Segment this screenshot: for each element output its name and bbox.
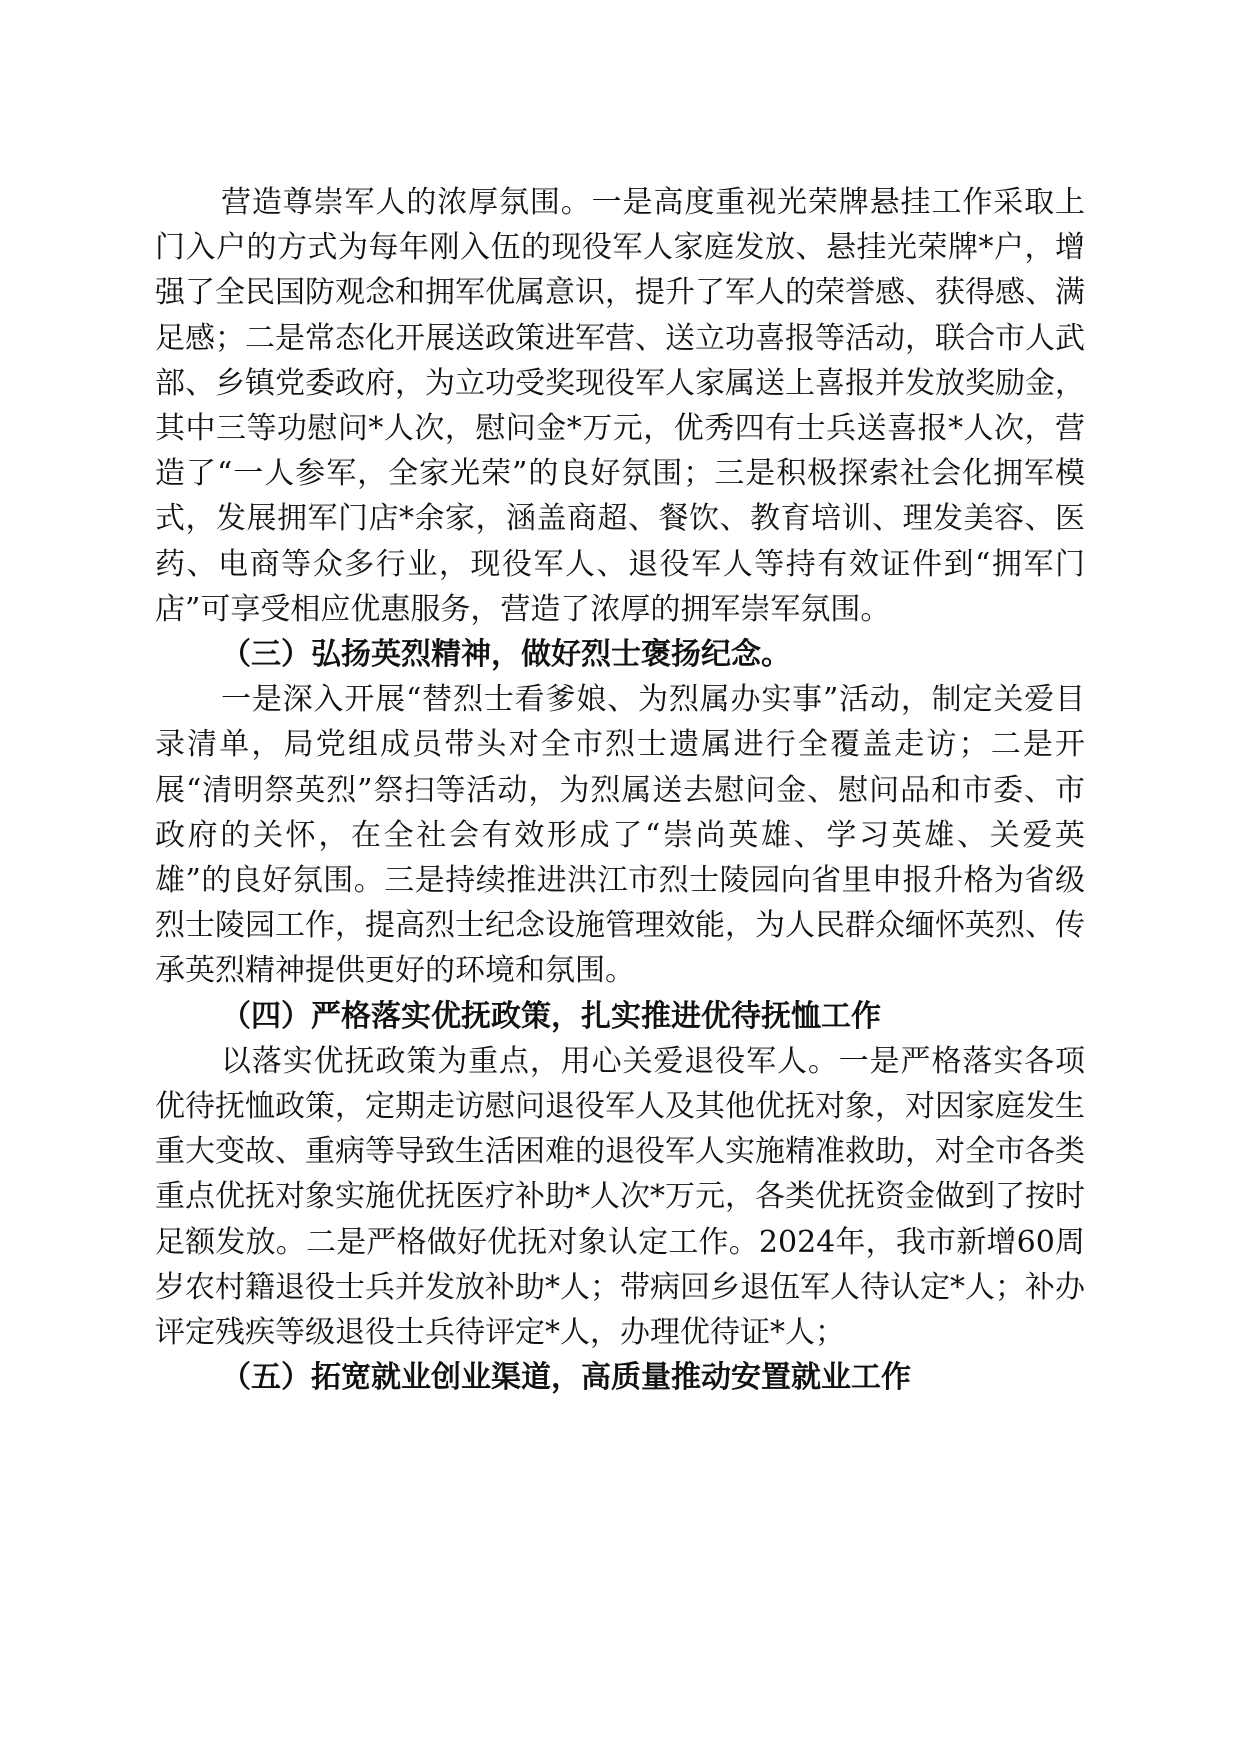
- paragraph-martyr-commemoration: 一是深入开展“替烈士看爹娘、为烈属办实事”活动，制定关爱目录清单，局党组成员带头对全市烈士遗属进行全覆盖走访；二是开展“清明祭英烈”祭扫等活动，为烈属送去慰问金、慰问品和市委、市政府的关怀，在全社会有效形成了“崇尚英雄、学习英雄、关爱英雄”的良好氛围。三是持续推进洪江市烈士陵园向省里申报升格为省级烈士陵园工作，提高烈士纪念设施管理效能，为人民群众缅怀英烈、传承英烈精神提供更好的环境和氛围。: [155, 682, 1085, 989]
- section-heading-4: （四）严格落实优抚政策，扎实推进优待抚恤工作: [221, 998, 881, 1034]
- section-heading-3: （三）弘扬英烈精神，做好烈士褒扬纪念。: [221, 637, 791, 673]
- section-heading-5: （五）拓宽就业创业渠道，高质量推动安置就业工作: [221, 1360, 911, 1396]
- paragraph-preferential-policy: 以落实优抚政策为重点，用心关爱退役军人。一是严格落实各项优待抚恤政策，定期走访慰问退役军人及其他优抚对象，对因家庭发生重大变故、重病等导致生活困难的退役军人实施精准救助，对全市各类重点优抚对象实施优抚医疗补助*人次*万元，各类优抚资金做到了按时足额发放。二是严格做好优抚对象认定工作。2024年，我市新增60周岁农村籍退役士兵并发放补助*人；带病回乡退伍军人待认定*人；补办评定残疾等级退役士兵待评定*人，办理优待证*人；: [155, 1043, 1085, 1351]
- document-body: [155, 180, 1085, 1400]
- paragraph-honor-atmosphere: 营造尊崇军人的浓厚氛围。一是高度重视光荣牌悬挂工作采取上门入户的方式为每年刚入伍的现役军人家庭发放、悬挂光荣牌*户，增强了全民国防观念和拥军优属意识，提升了军人的荣誉感、获得感、满足感；二是常态化开展送政策进军营、送立功喜报等活动，联合市人武部、乡镇党委政府，为立功受奖现役军人家属送上喜报并发放奖励金，其中三等功慰问*人次，慰问金*万元，优秀四有士兵送喜报*人次，营造了“一人参军，全家光荣”的良好氛围；三是积极探索社会化拥军模式，发展拥军门店*余家，涵盖商超、餐饮、教育培训、理发美容、医药、电商等众多行业，现役军人、退役军人等持有效证件到“拥军门店”可享受相应优惠服务，营造了浓厚的拥军崇军氛围。: [155, 185, 1085, 627]
